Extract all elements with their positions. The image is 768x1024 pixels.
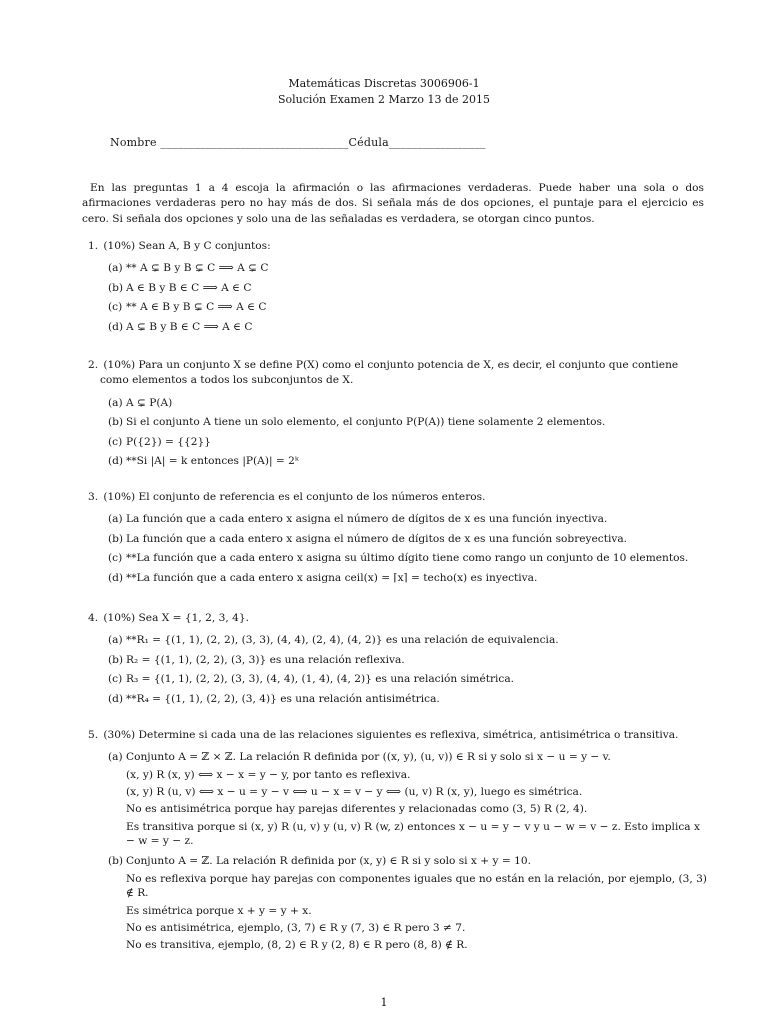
option-text: **R₄ = {(1, 1), (2, 2), (3, 4)} es una relación antisimétrica. — [126, 693, 440, 706]
name-id-line — [110, 136, 670, 151]
instructions-text: En las preguntas 1 a 4 escoja la afirmación o las afirmaciones verdaderas. Puede haber una sola o dos afirmaciones verdaderas pero no hay más de dos. Si señala más de dos opciones, el puntaje para el ejercicio es cero. Si señala dos opciones y solo una de las señaladas es verdadera, se otorgan cinco puntos. — [82, 182, 704, 225]
instructions-block — [82, 181, 704, 227]
options-list — [88, 261, 710, 334]
exam-title: Solución Examen 2 Marzo 13 de 2015 — [278, 92, 490, 106]
solution-line: No es antisimétrica porque hay parejas diferentes y relacionadas como (3, 5) R (2, 4). — [126, 803, 588, 816]
question-2 — [88, 358, 710, 474]
option-d — [108, 692, 710, 707]
option-b — [108, 281, 710, 296]
name-label: Nombre — [110, 136, 157, 149]
option-b — [108, 415, 710, 430]
option-d — [108, 454, 710, 469]
options-list — [88, 512, 710, 585]
question-number: 2. — [88, 359, 99, 371]
solution-line: No es transitiva, ejemplo, (8, 2) ∈ R y (2, 8) ∈ R pero (8, 8) ∉ R. — [126, 939, 468, 952]
option-text: A ∈ B y B ∈ C ⟹ A ∈ C — [126, 281, 252, 294]
id-label: Cédula — [348, 136, 389, 149]
part-label: (a) — [108, 751, 123, 764]
option-label: (a) — [108, 262, 123, 275]
question-4 — [88, 611, 710, 712]
options-list — [88, 396, 710, 469]
solution-line: Es simétrica porque x + y = y + x. — [126, 904, 312, 917]
question-stem: (10%) Sean A, B y C conjuntos: — [103, 240, 271, 252]
exam-header — [0, 76, 768, 107]
option-text: **R₁ = {(1, 1), (2, 2), (3, 3), (4, 4), (2, 4), (4, 2)} es una relación de equivalencia. — [126, 634, 559, 647]
option-text: Si el conjunto A tiene un solo elemento, el conjunto P(P(A)) tiene solamente 2 elementos. — [126, 416, 606, 429]
option-a — [108, 396, 710, 411]
solution-line: (x, y) R (x, y) ⟺ x − x = y − y, por tanto es reflexiva. — [126, 768, 411, 781]
option-c — [108, 435, 710, 450]
option-a — [108, 261, 710, 276]
option-label: (d) — [108, 455, 124, 468]
option-text: **La función que a cada entero x asigna su último dígito tiene como rango un conjunto de 10 elementos. — [126, 552, 689, 565]
solution-part-a — [108, 750, 710, 849]
option-text: R₂ = {(1, 1), (2, 2), (3, 3)} es una relación reflexiva. — [126, 653, 405, 666]
option-label: (b) — [108, 281, 124, 294]
option-text: La función que a cada entero x asigna el número de dígitos de x es una función sobreyectiva. — [126, 532, 628, 545]
option-label: (b) — [108, 416, 124, 429]
question-stem: (10%) Sea X = {1, 2, 3, 4}. — [103, 612, 249, 624]
option-label: (c) — [108, 301, 123, 314]
course-title: Matemáticas Discretas 3006906-1 — [288, 77, 480, 90]
option-label: (a) — [108, 513, 123, 526]
option-text: **Si |A| = k entonces |P(A)| = 2ᵏ — [126, 455, 299, 468]
option-c — [108, 672, 710, 687]
option-a — [108, 633, 710, 648]
option-text: A ⊊ B y B ∈ C ⟹ A ∈ C — [126, 321, 253, 334]
option-text: P({2}) = {{2}} — [126, 435, 211, 448]
option-text: ** A ⊊ B y B ⊊ C ⟹ A ⊊ C — [126, 262, 269, 275]
solution-line: No es antisimétrica, ejemplo, (3, 7) ∈ R y (7, 3) ∈ R pero 3 ≠ 7. — [126, 922, 466, 935]
question-number: 1. — [88, 240, 99, 252]
page-number: 1 — [380, 996, 388, 1009]
option-label: (c) — [108, 673, 123, 686]
id-blank: _________________ — [388, 136, 486, 149]
option-d — [108, 571, 710, 586]
option-c — [108, 300, 710, 315]
question-number: 5. — [88, 729, 99, 741]
question-1 — [88, 239, 710, 340]
option-b — [108, 532, 710, 547]
option-text: A ⊊ P(A) — [126, 396, 173, 409]
option-label: (a) — [108, 396, 123, 409]
question-stem: (30%) Determine si cada una de las relaciones siguientes es reflexiva, simétrica, antisimétrica o transitiva. — [103, 729, 679, 741]
option-c — [108, 551, 710, 566]
option-label: (d) — [108, 693, 124, 706]
question-number: 4. — [88, 612, 99, 624]
solution-line: Es transitiva porque si (x, y) R (u, v) y (u, v) R (w, z) entonces x − u = y − v y u − w = v − z. Esto implica x − w = y − z. — [126, 820, 700, 848]
part-label: (b) — [108, 855, 124, 868]
option-label: (c) — [108, 435, 123, 448]
options-list — [88, 633, 710, 706]
question-number: 3. — [88, 491, 99, 503]
solution-line: (x, y) R (u, v) ⟺ x − u = y − v ⟺ u − x = v − y ⟺ (u, v) R (x, y), luego es simétrica. — [126, 785, 583, 798]
option-text: ** A ∈ B y B ⊊ C ⟹ A ∈ C — [126, 301, 267, 314]
question-stem: (10%) Para un conjunto X se define P(X) como el conjunto potencia de X, es decir, el conjunto que contiene como elementos a todos los subconjuntos de X. — [100, 359, 679, 387]
solution-line: Conjunto A = ℤ × ℤ. La relación R definida por ((x, y), (u, v)) ∈ R si y solo si x − u = y − v. — [126, 751, 611, 764]
solution-line: Conjunto A = ℤ. La relación R definida por (x, y) ∈ R si y solo si x + y = 10. — [126, 855, 531, 868]
question-3 — [88, 490, 710, 591]
solution-line: No es reflexiva porque hay parejas con componentes iguales que no están en la relación, por ejemplo, (3, 3) ∉ R. — [126, 872, 707, 900]
option-text: La función que a cada entero x asigna el número de dígitos de x es una función inyectiva. — [126, 513, 608, 526]
option-d — [108, 320, 710, 335]
option-label: (b) — [108, 532, 124, 545]
question-stem: (10%) El conjunto de referencia es el conjunto de los números enteros. — [103, 491, 486, 503]
option-b — [108, 653, 710, 668]
solution-part-b — [108, 854, 710, 953]
name-blank: _________________________________ — [160, 136, 349, 149]
option-text: R₃ = {(1, 1), (2, 2), (3, 3), (4, 4), (1, 4), (4, 2)} es una relación simétrica. — [126, 673, 515, 686]
option-label: (a) — [108, 634, 123, 647]
option-label: (b) — [108, 653, 124, 666]
option-label: (d) — [108, 572, 124, 585]
question-5 — [88, 728, 710, 956]
option-text: **La función que a cada entero x asigna ceil(x) = ⌈x⌉ = techo(x) es inyectiva. — [126, 572, 538, 585]
option-a — [108, 512, 710, 527]
option-label: (d) — [108, 321, 124, 334]
option-label: (c) — [108, 552, 123, 565]
